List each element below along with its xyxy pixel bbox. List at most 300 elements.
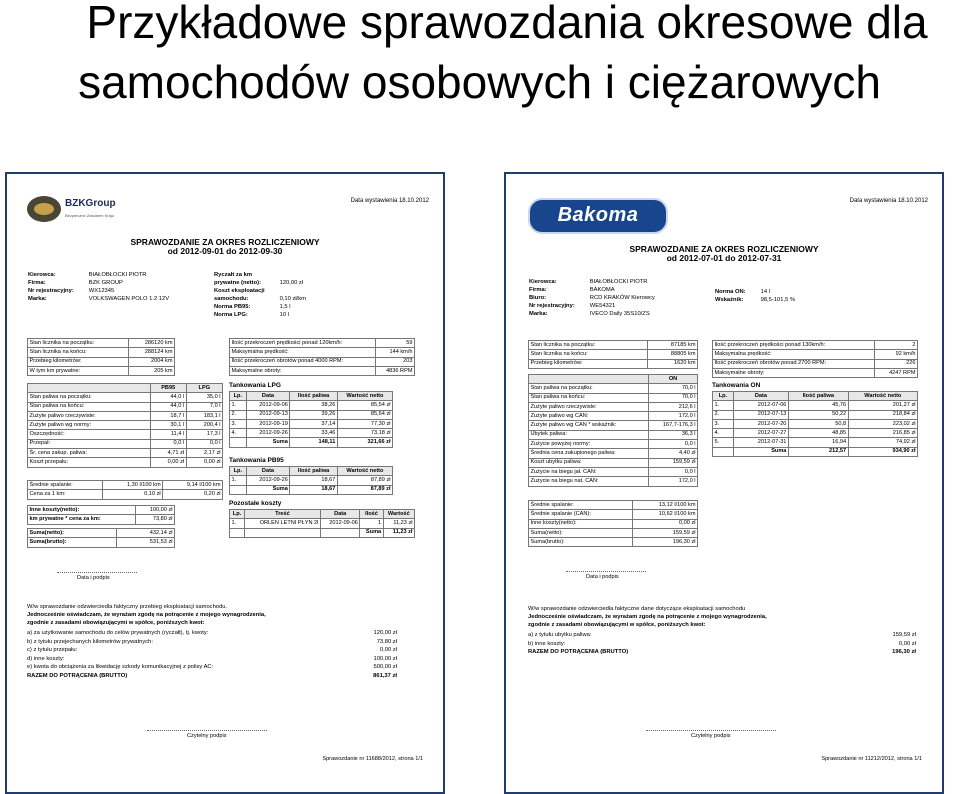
table-cell: 159,59 zł [632,528,698,537]
info-row [213,295,307,303]
table-cell: 44,0 l [150,402,186,411]
table-cell: Przepał: [28,439,151,448]
deduction-label: c) z tytułu przepału: [27,647,78,654]
table-cell: Treść [244,510,320,519]
table-cell: Przebieg kilometrów: [28,357,129,366]
table-cell: 85,64 zł [337,410,392,419]
table-row [28,402,223,411]
info-value: RCD KRAKÓW Kierowcy [589,295,655,301]
deduction-value: 500,00 zł [373,664,397,671]
info-label: Ryczałt za km [214,272,253,278]
table-cell: 2012-09-13 [246,410,290,419]
table-cell: 203 [376,357,415,366]
table-row [28,411,223,420]
info-row [528,286,656,294]
table-cell: 1. [230,519,245,528]
table-cell: Średnie spalanie: [28,481,103,490]
table-cell: 144 km/h [376,348,415,357]
norm-info [714,288,796,304]
info-label: Biuro: [529,295,547,301]
table-cell: 1,30 l/100 km [103,481,163,490]
table-cell: 33,46 [290,429,337,438]
table-cell: 2012-09-19 [246,419,290,428]
table-cell: 18,7 l [150,411,186,420]
report-period: od 2012-07-01 do 2012-07-31 [666,253,782,263]
table-cell: 92 km/h [875,350,918,359]
info-row [213,279,307,287]
table-row [529,402,698,411]
table-cell: LPG [186,384,222,393]
deduction-total-label: RAZEM DO POTRĄCENIA (BRUTTO) [27,673,128,679]
table-cell: Wartość netto [848,392,917,401]
other-costs-title: Pozostałe koszty [229,500,282,507]
table-cell: Koszt ubytku paliwa: [529,458,649,467]
table-row [713,392,918,401]
declaration-line2: Jednocześnie oświadczam, że wyrażam zgodę na potrącenie z mojego wynagrodzenia, [27,612,266,618]
table-row [230,392,393,401]
table-row [529,359,698,368]
table-cell: Suma(brutto): [28,538,117,547]
info-label: Marka: [529,311,548,317]
signature-line [566,571,646,572]
table-cell: 531,53 zł [117,538,175,547]
report-period: od 2012-09-01 do 2012-09-30 [167,246,283,256]
table-cell: 16,94 [788,438,848,447]
table-row [230,366,415,375]
table-cell: Ilość przekroczeń obrotów ponad 2700 RPM: [713,359,875,368]
info-value: VOLKSWAGEN POLO 1.2 12V [88,296,170,302]
signature-label: Data i podpis [77,575,110,581]
table-cell: Maksymalne obroty: [713,368,875,377]
table-cell: W tym km prywatne: [28,366,129,375]
table-cell: 2. [230,410,247,419]
info-label: Nr rejestracyjny: [529,303,575,309]
table-row [529,510,698,519]
table-cell: 5. [713,438,734,447]
speed-table [229,338,415,376]
table-cell: 77,30 zł [337,419,392,428]
table-cell: 286120 km [128,339,174,348]
info-label: Norma PB95: [214,304,251,310]
info-value: WE54321 [589,303,616,309]
table-cell: 2012-07-13 [733,410,788,419]
table-cell: 1. [230,401,247,410]
deduction-total-value: 861,37 zł [373,673,397,679]
info-label: Marka: [28,296,47,302]
avg-table [27,480,223,500]
table-row [230,401,393,410]
table-cell: 223,02 zł [848,419,917,428]
table-row [529,528,698,537]
signature-line [57,572,137,573]
info-label: Firma: [28,280,46,286]
info-label: Firma: [529,287,547,293]
table-cell: 11,23 zł [383,528,414,537]
deduction-label: a) za użytkowanie samochodu do celów prywatnych (ryczałt), tj. kwoty: [27,630,209,636]
info-value: 10 l [279,312,289,318]
table-cell: 4,71 zł [150,449,186,458]
table-cell: 45,76 [788,401,848,410]
table-cell [529,375,649,384]
table-cell: Stan paliwa na końcu: [28,402,151,411]
table-cell: 0,00 zł [186,458,222,467]
table-row [230,339,415,348]
table-cell: Średnie spalanie: [529,501,633,510]
table-cell: Cena za 1 km: [28,490,103,499]
table-cell: 0,20 zł [163,490,223,499]
deduction-label: e) kwota do obciążenia za likwidację szkody komunikacyjnej z polisy AC: [27,664,214,671]
table-row [529,467,698,476]
table-row [28,357,175,366]
table-cell: Oszczędność: [28,430,151,439]
table-cell: Data [246,467,290,476]
table-cell: 2012-09-06 [246,401,290,410]
table-cell: 2012-07-06 [733,401,788,410]
table-cell: 73,18 zł [337,429,392,438]
table-row [529,430,698,439]
table-cell: 18,67 [290,476,337,485]
table-cell: 10,62 l/100 km [632,510,698,519]
avg-table [528,500,698,547]
table-cell: 88805 km [648,350,698,359]
table-cell: 0,0 l [150,439,186,448]
info-value: 98,5-101,5 % [760,297,796,303]
table-row [713,447,918,456]
lpg-title: Tankowania LPG [229,382,281,389]
info-value: WX12345 [88,288,115,294]
table-cell: 1620 km [648,359,698,368]
table-cell: 0,10 zł [103,490,163,499]
table-cell: Zużyte paliwo wg normy: [28,421,151,430]
table-cell: Ilość paliwa [788,392,848,401]
table-cell: 9,14 l/100 km [163,481,223,490]
signature-label-2: Czytelny podpis [187,733,227,739]
table-cell: 48,85 [788,429,848,438]
info-row [528,310,656,318]
info-row [27,271,170,279]
table-cell: 11,23 zł [383,519,414,528]
table-cell: 183,1 l [186,411,222,420]
table-row [529,341,698,350]
table-row [529,393,698,402]
table-cell: 934,90 zł [848,447,917,456]
report-bzk [5,172,445,794]
table-cell: 1 [360,519,383,528]
table-cell: Lp. [230,392,247,401]
table-cell: 38,26 [290,401,337,410]
table-row [230,429,393,438]
table-cell: 11,4 l [150,430,186,439]
table-cell: 50,22 [788,410,848,419]
table-row [230,410,393,419]
table-row [713,410,918,419]
pb95-table [229,466,393,495]
driver-info [528,278,656,318]
table-row [230,519,415,528]
driver-info [27,271,170,303]
table-cell: 200,4 l [186,421,222,430]
table-cell: Maksymalna prędkość: [230,348,376,357]
table-cell: ORLEN LETNI PŁYN 2l [244,519,320,528]
table-row [529,458,698,467]
table-cell: Inne koszty(netto): [28,506,136,515]
deduction-value: 0,00 zł [898,640,916,647]
table-row [28,506,175,515]
bzk-logo-text: BZKGroup [65,198,116,209]
info-value: BAKOMA [589,287,615,293]
table-cell: Ilość przekroczeń prędkości ponad 130km/h: [713,341,875,350]
table-cell: Lp. [713,392,734,401]
table-row [529,350,698,359]
table-cell: 2012-09-06 [320,519,359,528]
declaration-line1: W/w sprawozdanie odzwierciedla faktyczne dane dotyczące eksploatacji samochodu [528,606,746,612]
table-row [529,449,698,458]
report-title: SPRAWOZDANIE ZA OKRES ROZLICZENIOWY [130,237,320,247]
table-cell: Koszt przepału: [28,458,151,467]
table-row [28,393,223,402]
table-cell: 2004 km [128,357,174,366]
table-cell: Zużycie na biegu nat. CAN: [529,477,649,486]
slide-title-line2: samochodów osobowych i ciężarowych [78,56,881,108]
table-row [713,401,918,410]
table-cell: Maksymalna prędkość: [713,350,875,359]
table-cell: Średnie spalanie (CAN): [529,510,633,519]
deduction-value: 0,00 zł [379,647,397,654]
table-cell: 87,89 zł [337,476,392,485]
info-value: BZK GROUP [88,280,123,286]
table-cell: 2012-07-31 [733,438,788,447]
table-cell: Stan licznika na początku: [529,341,648,350]
costs-table [27,505,175,525]
info-row [213,303,307,311]
sums-table [27,528,175,548]
table-cell: 35,0 l [186,393,222,402]
table-row [230,510,415,519]
declaration-line3: zgodnie z zasadami obowiązującymi w spółce, poniższych kwot: [27,620,205,626]
table-cell: 1. [230,476,247,485]
table-cell: 167,7-176,3 l [649,421,698,430]
table-cell: Ilość przekroczeń prędkości ponad 120km/h: [230,339,376,348]
table-cell: 74,92 zł [848,438,917,447]
info-value: BIAŁOBŁOCKI PIOTR [88,272,147,278]
table-cell [230,438,247,447]
bakoma-logo: Bakoma [528,198,668,234]
table-cell: ON [649,375,698,384]
declaration-line1: W/w sprawozdanie odzwierciedla faktyczny przebieg eksploatacji samochodu. [27,604,228,610]
table-row [529,421,698,430]
info-row [27,279,170,287]
table-cell [28,384,151,393]
table-cell: 159,59 zł [649,458,698,467]
table-cell: 18,67 [290,485,337,494]
table-cell: Zużyte paliwo wg CAN: [529,412,649,421]
table-cell: km prywatne * cena za km: [28,515,136,524]
other-costs-table [229,509,415,538]
info-value: BIAŁOBŁOCKI PIOTR [589,279,648,285]
table-cell: Stan paliwa na początku: [28,393,151,402]
on-table [712,391,918,457]
info-label: Kierowca: [28,272,56,278]
table-cell: 39,26 [290,410,337,419]
table-row [230,357,415,366]
table-cell: 2012-09-26 [246,429,290,438]
table-row [28,439,223,448]
deduction-value: 159,59 zł [892,632,916,638]
table-cell: 50,8 [788,419,848,428]
table-cell [713,447,734,456]
signature-line-2 [147,730,267,731]
info-value: 14 l [760,289,770,295]
table-cell: Stan paliwa na końcu: [529,393,649,402]
table-cell: 321,66 zł [337,438,392,447]
table-row [230,485,393,494]
table-cell: Wartość netto [337,467,392,476]
table-cell [320,528,359,537]
table-row [529,477,698,486]
signature-label: Data i podpis [586,574,619,580]
table-cell [230,528,245,537]
table-cell: 100,00 zł [136,506,175,515]
table-cell: 2,17 zł [186,449,222,458]
table-cell: Suma(netto): [529,528,633,537]
table-cell: 288124 km [128,348,174,357]
table-row [28,458,223,467]
info-value: 1,5 l [279,304,291,310]
table-row [28,538,175,547]
table-row [28,348,175,357]
table-cell: 73,80 zł [136,515,175,524]
table-cell: Suma(brutto): [529,538,633,547]
deduction-label: a) z tytułu ubytku paliwa: [528,632,592,638]
table-cell: 70,0 l [649,393,698,402]
table-cell: Zużyte paliwo rzeczywiste: [529,402,649,411]
info-row [528,278,656,286]
table-row [230,476,393,485]
info-row [27,287,170,295]
deduction-value: 100,00 zł [373,655,397,662]
table-row [28,366,175,375]
table-cell: Wartość [383,510,414,519]
table-cell: 2012-07-20 [733,419,788,428]
table-cell: Suma [246,485,290,494]
table-cell [230,485,247,494]
table-row [529,519,698,528]
table-cell: 3. [230,419,247,428]
fuel-table [528,374,698,487]
table-row [713,350,918,359]
table-cell: Ilość [360,510,383,519]
table-cell: Suma(netto): [28,529,117,538]
table-cell: 1. [713,401,734,410]
info-label: prywatne (netto): [214,280,262,286]
fuel-table [27,383,223,468]
table-cell: 2. [713,410,734,419]
table-row [230,348,415,357]
slide-title-line1: Przykładowe sprawozdania okresowe dla [86,0,928,48]
table-row [28,515,175,524]
table-cell: 148,11 [290,438,337,447]
table-cell: Inne koszty(netto): [529,519,633,528]
table-cell: 172,0 l [649,477,698,486]
info-row [528,302,656,310]
table-cell: Śr. cena zakup. paliwa: [28,449,151,458]
table-cell: Suma [733,447,788,456]
table-row [28,384,223,393]
table-row [28,481,223,490]
table-row [230,438,393,447]
table-cell: 2012-07-27 [733,429,788,438]
info-row [528,294,656,302]
table-cell: 216,85 zł [848,429,917,438]
table-cell: 4836 RPM [376,366,415,375]
table-cell: 4,40 zł [649,449,698,458]
table-cell: Ilość paliwa [290,467,337,476]
table-cell: Data [320,510,359,519]
info-row [213,311,307,319]
report-footer: Sprawozdanie nr 11212/2012, strona 1/1 [821,756,922,762]
signature-line-2 [646,730,776,731]
declaration-line3: zgodnie z zasadami obowiązującymi w spółce, poniższych kwot: [528,622,706,628]
table-cell: Ubytek paliwa: [529,430,649,439]
info-label: Norma ON: [715,289,746,295]
table-cell: Zużyte paliwo rzeczywiste: [28,411,151,420]
deduction-label: d) inne koszty: [27,655,65,662]
table-row [230,419,393,428]
table-cell: 212,57 [788,447,848,456]
table-cell: Stan licznika na początku: [28,339,129,348]
table-cell: 0,0 l [649,467,698,476]
table-row [713,368,918,377]
table-cell: Ilość paliwa [290,392,337,401]
info-label: Wskaźnik: [715,297,744,303]
table-row [713,341,918,350]
table-row [28,490,223,499]
bzk-logo-subtitle: Bezpieczne Zasobem Kraju [65,213,114,218]
table-cell: 0,00 zł [150,458,186,467]
info-value [279,271,307,279]
table-cell: 3. [713,419,734,428]
table-cell: Data [246,392,290,401]
table-row [713,419,918,428]
table-row [28,529,175,538]
info-value: 120,00 zł [279,280,304,286]
table-cell: Suma [360,528,383,537]
table-cell: 59 [376,339,415,348]
table-cell: Wartość netto [337,392,392,401]
info-row [714,288,796,296]
table-cell: Data [733,392,788,401]
table-cell: Stan licznika na końcu: [28,348,129,357]
table-cell [244,528,320,537]
table-row [28,339,175,348]
table-row [28,430,223,439]
deduction-value: 120,00 zł [373,630,397,636]
table-cell: 87,89 zł [337,485,392,494]
info-label: samochodu: [214,296,249,302]
info-row [213,287,307,295]
table-cell: Maksymalne obroty: [230,366,376,375]
table-cell: 226 [875,359,918,368]
table-cell: 36,3 l [649,430,698,439]
table-cell: Stan licznika na końcu: [529,350,648,359]
pb95-title: Tankowania PB95 [229,457,284,464]
table-cell: 85,54 zł [337,401,392,410]
bzk-logo-icon [27,196,61,222]
table-cell: Zużycie powyżej normy: [529,440,649,449]
table-cell: 212,6 l [649,402,698,411]
table-cell: 4247 RPM [875,368,918,377]
table-row [230,467,393,476]
